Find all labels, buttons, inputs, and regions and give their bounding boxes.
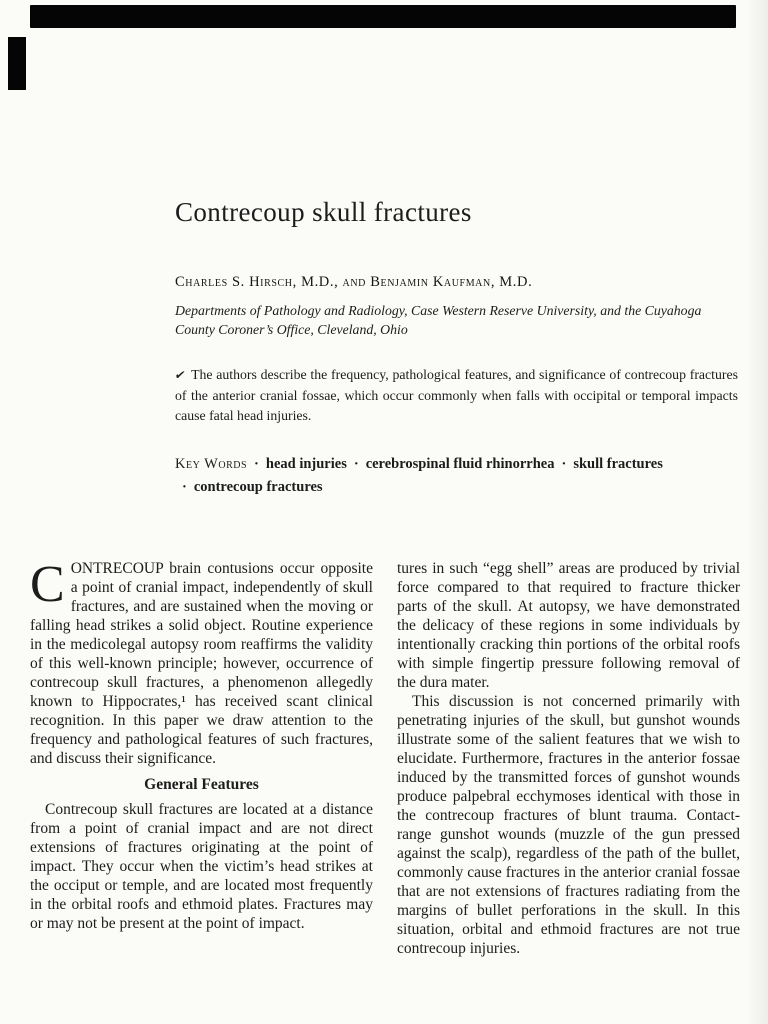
left-column — [30, 555, 373, 958]
keyword-item: head injuries — [265, 455, 347, 472]
keyword-item: skull fractures — [573, 455, 663, 472]
abstract-check-icon: ✔ — [173, 368, 187, 382]
body-paragraph-continuation: tures in such “egg shell” areas are produced by trivial force compared to that required to fracture thicker parts of the skull. At autopsy, we have demonstrated the delicacy of these regions in some individuals by intentionally cracking thin portions of the orbital roofs with simple fingertip pressure following removal of the dura mater. — [397, 559, 740, 691]
opening-paragraph-text: ONTRECOUP brain contusions occur opposite a point of cranial impact, independently of skull fractures, and are sustained when the moving or falling head strikes a solid object. Routine experience in the medicolegal autopsy room reaffirms the validity of this well-known principle; however, occurrence of contrecoup skull fractures, a phenomenon allegedly known to Hippocrates,¹ has received scant clinical recognition. In this paper we draw attention to the frequency and pathological features of such fractures, and discuss their significance. — [30, 559, 373, 767]
body-paragraph-opening — [30, 555, 373, 768]
keywords-line — [175, 453, 680, 499]
keyword-separator: · — [254, 455, 259, 472]
scan-artifact-left-mark — [8, 37, 26, 90]
keyword-separator: · — [182, 478, 187, 495]
section-heading-general-features: General Features — [144, 775, 259, 793]
abstract-text: The authors describe the frequency, pathological features, and significance of contrecoup fractures of the anterior cranial fossae, which occur commonly when falls with occipital or temporal impacts cause fatal head injuries. — [175, 367, 738, 423]
body-columns — [30, 555, 740, 958]
body-paragraph: Contrecoup skull fractures are located at a distance from a point of cranial impact and are not direct extensions of fractures originating at the point of impact. They occur when the victim’s head strikes at the occiput or temple, and are located most frequently in the orbital roofs and ethmoid plates. Fractures may or may not be present at the point of impact. — [30, 800, 373, 932]
body-paragraph: This discussion is not concerned primarily with penetrating injuries of the skull, but gunshot wounds illustrate some of the salient features that we wish to elucidate. Furthermore, fractures in the anterior fossae induced by the transmitted forces of gunshot wounds produce palpebral ecchymoses identical with those in the contrecoup fractures of blunt trauma. Contact-range gunshot wounds (muzzle of the gun pressed against the scalp), regardless of the path of the bullet, commonly cause fractures in the anterior cranial fossae that are not extensions of fractures radiating from the margins of bullet perforations in the skull. In this situation, orbital and ethmoid fractures are not true contrecoup injuries. — [397, 692, 740, 957]
keyword-item: contrecoup fractures — [193, 478, 323, 495]
keywords-label: Key Words — [175, 455, 248, 472]
keyword-separator: · — [353, 455, 359, 472]
paper-title: Contrecoup skull fractures — [175, 197, 472, 227]
abstract-paragraph — [175, 365, 738, 427]
affiliation-line: Departments of Pathology and Radiology, Case Western Reserve University, and the Cuyahoga County Coroner’s Office, Cleveland, Ohio — [175, 303, 702, 337]
keyword-separator: · — [561, 455, 567, 472]
scan-artifact-top-bar — [30, 5, 736, 28]
keyword-item: cerebrospinal fluid rhinorrhea — [365, 455, 555, 472]
right-column — [397, 559, 740, 958]
drop-cap: C — [30, 555, 65, 613]
page-content — [0, 196, 768, 958]
authors-line: Charles S. Hirsch, M.D., and Benjamin Kaufman, M.D. — [175, 274, 533, 290]
front-matter — [175, 196, 740, 499]
